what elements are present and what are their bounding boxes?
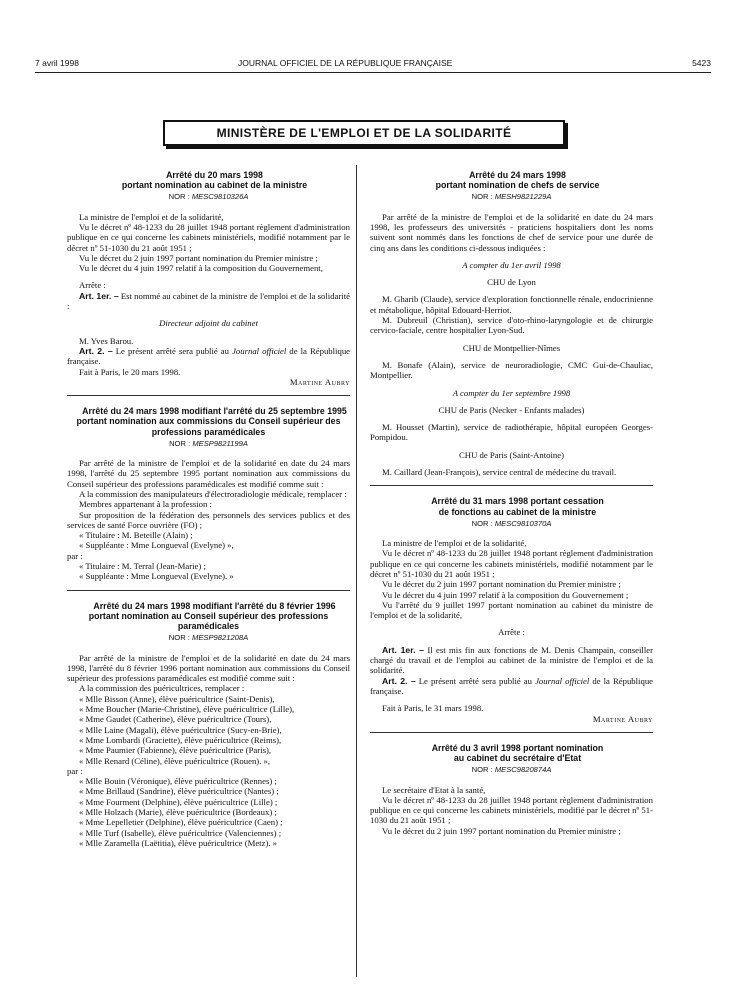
list-item: « Mlle Zaramella (Laëtitia), élève puéricultrice (Metz). » (79, 837, 278, 848)
paragraph: Vu le décret du 2 juin 1997 portant nomination du Premier ministre ; (79, 252, 318, 263)
decree-title: Arrêté du 24 mars 1998 modifiant l'arrêté du 8 février 1996 portant nomination au Conseil supérieur des professions paramédicales (88, 600, 336, 632)
nor-reference: NOR : MESC9820874A (471, 765, 552, 775)
paragraph: « Titulaire : M. Terral (Jean-Marie) ; (79, 561, 206, 572)
paragraph: La ministre de l'emploi et de la solidarité, (382, 538, 527, 549)
decree-subtitle: portant nomination au cabinet de la ministre (121, 180, 308, 191)
decree-secretaire-etat (370, 743, 653, 836)
section-separator (370, 732, 653, 733)
appointee-name: M. Yves Barou. (79, 335, 134, 346)
paragraph: Par arrêté de la ministre de l'emploi et de la solidarité en date du 24 mars 1998, l'arrêté du 8 février 1996 portant nomination aux commissions du Conseil supérieur des professions paramédicales est modifié comme suit : (67, 652, 350, 684)
paragraph: M. Housset (Martin), service de radiothérapie, hôpital européen Georges-Pompidou. (370, 422, 653, 443)
nor-reference: NOR : MESP9821208A (168, 633, 249, 643)
decree-subtitle: portant nomination de chefs de service (435, 180, 600, 191)
paragraph: M. Gharib (Claude), service d'exploration fonctionnelle rénale, endocrinienne et métabolique, hôpital Edouard-Herriot. (370, 294, 653, 315)
list-new (67, 776, 350, 848)
paragraph: Vu le décret nº 48-1233 du 28 juillet 1948 portant règlement d'administration publique en ce qui concerne les cabinets ministériels, modifié notamment par le décret nº 51-1030 du 21 août 1951 ; (67, 222, 350, 253)
decree-title: Arrêté du 3 avril 1998 portant nomination (431, 742, 604, 753)
arrete-label: Arrête : (79, 280, 106, 291)
paragraph: Membres appartenant à la profession : (79, 499, 212, 510)
column-divider (356, 165, 357, 977)
date-heading: A compter du 1er avril 1998 (462, 259, 561, 270)
list-item: « Mme Paumier (Fabienne), élève puéricultrice (Paris), (79, 745, 272, 756)
decree-chefs-de-service (370, 170, 653, 477)
decree-title: Arrêté du 24 mars 1998 modifiant l'arrêté du 25 septembre 1995 portant nomination aux commissions du Conseil supérieur des professions paramédicales (76, 406, 347, 437)
list-item: « Mme Fourment (Delphine), élève puéricultrice (Lille) ; (79, 796, 278, 807)
section-separator (67, 395, 350, 396)
list-item: « Mlle Laine (Magali), élève puéricultrice (Sucy-en-Brie), (79, 724, 282, 735)
paragraph: Vu le décret du 4 juin 1997 relatif à la composition du Gouvernement, (79, 263, 323, 274)
chu-heading: CHU de Montpellier-Nîmes (462, 342, 561, 353)
paragraph: Vu le décret du 2 juin 1997 portant nomination du Premier ministre ; (382, 579, 621, 590)
paragraph: Vu le décret du 2 juin 1997 portant nomination du Premier ministre ; (382, 825, 621, 836)
paragraph: Sur proposition de la fédération des personnels des services publics et des services de santé Force ouvrière (FO) ; (67, 509, 350, 530)
header-date: 7 avril 1998 (35, 58, 79, 68)
paragraph: « Titulaire : M. Beteille (Alain) ; (79, 530, 193, 541)
arrete-label: Arrête : (498, 627, 525, 638)
article-2: Art. 2. – Le présent arrêté sera publié au Journal officiel de la République française. (67, 345, 351, 367)
decree-20-mars (67, 170, 350, 387)
signature-date: Fait à Paris, le 20 mars 1998. (79, 366, 181, 377)
list-item: « Mme Lepelletier (Delphine), élève puéricultrice (Caen) ; (79, 817, 283, 828)
ministry-title: MINISTÈRE DE L'EMPLOI ET DE LA SOLIDARITÉ (163, 120, 565, 146)
header-journal-title: JOURNAL OFFICIEL DE LA RÉPUBLIQUE FRANÇAISE (238, 58, 453, 68)
header-rule (35, 72, 711, 73)
right-column (370, 170, 653, 836)
list-item: « Mme Boucher (Marie-Christine), élève puéricultrice (Lille), (79, 704, 295, 715)
paragraph: M. Bonafe (Alain), service de neuroradiologie, CMC Gui-de-Chauliac, Montpellier. (370, 359, 653, 381)
paragraph: M. Dubreuil (Christian), service d'oto-rhino-laryngologie et de chirurgie cervico-faciale, centre hospitalier Lyon-Sud. (370, 315, 653, 336)
paragraph: Vu le décret nº 48-1233 du 28 juillet 1948 portant règlement d'administration publique en ce qui concerne les cabinets ministériels, modifié par le décret nº 51-1030 du 21 août 1951 ; (370, 794, 653, 826)
decree-title: Arrêté du 20 mars 1998 (166, 170, 263, 180)
signature-date: Fait à Paris, le 31 mars 1998. (382, 703, 484, 714)
header-page-number: 5423 (692, 58, 711, 68)
list-item: « Mme Brillaud (Sandrine), élève puéricultrice (Nantes) ; (79, 786, 279, 797)
chu-heading: CHU de Lyon (487, 277, 536, 288)
signature: Martine Aubry (289, 376, 350, 387)
chu-heading: CHU de Paris (Saint-Antoine) (459, 449, 564, 460)
paragraph: Vu le décret du 4 juin 1997 relatif à la composition du Gouvernement ; (382, 589, 629, 600)
list-item: « Mlle Turf (Isabelle), élève puéricultrice (Valenciennes) ; (79, 827, 282, 838)
list-item: « Mme Lombardi (Graciette), élève puéricultrice (Reims), (79, 734, 282, 745)
paragraph: Vu l'arrêté du 9 juillet 1997 portant nomination au cabinet du ministre de l'emploi et de la solidarité, (370, 599, 653, 621)
nor-reference: NOR : MESH9821229A (471, 192, 552, 202)
section-separator (67, 590, 350, 591)
chu-heading: CHU de Paris (Necker - Enfants malades) (438, 404, 585, 415)
nor-reference: NOR : MESP9821199A (169, 438, 248, 448)
paragraph: par : (67, 550, 83, 561)
decree-cessation (370, 496, 653, 723)
nor-reference: NOR : MESC9810326A (168, 192, 249, 202)
role-title: Directeur adjoint du cabinet (159, 318, 258, 329)
section-separator (370, 485, 653, 486)
article-1: Art. 1er. – Il est mis fin aux fonctions de M. Denis Champain, conseiller chargé du travail et de l'emploi au cabinet de la ministre de l'emploi et de la solidarité. (370, 644, 653, 676)
paragraph: A la commission des puéricultrices, remplacer : (79, 683, 245, 694)
nor-reference: NOR : MESC9810370A (471, 518, 552, 528)
decree-24-mars-puericultrices (67, 601, 350, 849)
paragraph: Par arrêté de la ministre de l'emploi et de la solidarité en date du 24 mars 1998, les professeurs des universités - praticiens hospitaliers dont les noms suivent sont nommés dans les fonctions de chef de service pour une durée de cinq ans dans les conditions ci-dessous indiquées : (370, 211, 653, 253)
list-item: « Mme Gaudet (Catherine), élève puéricultrice (Tours), (79, 714, 272, 725)
list-item: « Mlle Bouin (Véronique), élève puéricultrice (Rennes) ; (79, 776, 277, 787)
left-column (67, 170, 350, 848)
decree-subtitle: de fonctions au cabinet de la ministre (438, 506, 597, 517)
list-replaced (67, 694, 350, 766)
paragraph: Vu le décret nº 48-1233 du 28 juillet 1948 portant règlement d'administration publique en ce qui concerne les cabinets ministériels, modifié notamment par le décret nº 51-1030 du 21 août 1951 ; (370, 548, 653, 579)
paragraph: La ministre de l'emploi et de la solidarité, (79, 211, 224, 222)
paragraph: Le secrétaire d'Etat à la santé, (382, 784, 486, 795)
decree-title: Arrêté du 24 mars 1998 (469, 170, 566, 180)
date-heading: A compter du 1er septembre 1998 (452, 387, 571, 398)
paragraph: par : (67, 765, 83, 776)
paragraph: A la commission des manipulateurs d'électroradiologie médicale, remplacer : (79, 488, 347, 499)
page-header (35, 58, 711, 72)
paragraph: « Suppléante : Mme Longueval (Evelyne). » (79, 571, 234, 582)
decree-24-mars-paramedical (67, 406, 350, 581)
list-item: « Mlle Bisson (Anne), élève puéricultrice (Saint-Denis), (79, 693, 275, 704)
list-item: « Mlle Holzach (Marie), élève puéricultrice (Bordeaux) ; (79, 806, 277, 817)
decree-subtitle: au cabinet du secrétaire d'Etat (453, 753, 582, 763)
article-1: Art. 1er. – Est nommé au cabinet de la ministre de l'emploi et de la solidarité : (67, 290, 350, 312)
article-2: Art. 2. – Le présent arrêté sera publié au Journal officiel de la République française. (370, 675, 654, 696)
paragraph: « Suppléante : Mme Longueval (Evelyne) », (79, 540, 234, 551)
decree-title: Arrêté du 31 mars 1998 portant cessation (431, 496, 604, 507)
signature: Martine Aubry (592, 713, 653, 724)
list-item: « Mlle Renard (Céline), élève puéricultrice (Rouen). », (79, 755, 271, 766)
paragraph: M. Caillard (Jean-François), service central de médecine du travail. (382, 467, 617, 478)
paragraph: Par arrêté de la ministre de l'emploi et de la solidarité en date du 24 mars 1998, l'arrêté du 25 septembre 1995 portant nomination aux commissions du Conseil supérieur des professions paramédicales est modifié comme suit : (67, 458, 350, 489)
